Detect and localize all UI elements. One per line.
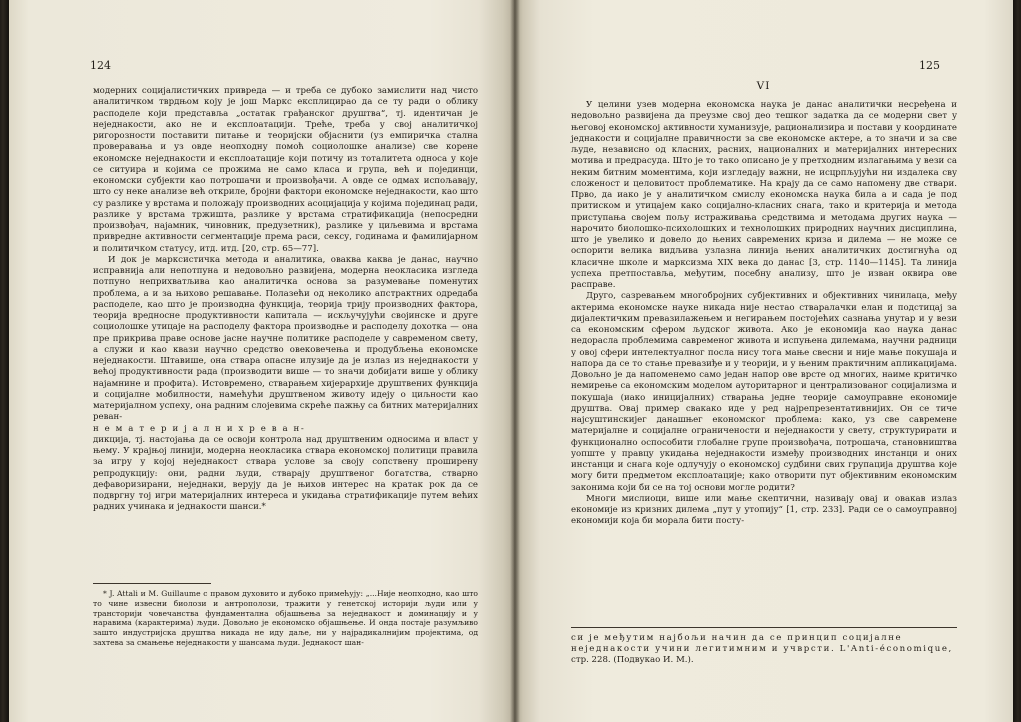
paragraph: Друго, сазревањем многобројних субјективних и објективних чинилаца, међу актерима економске науке никада није нестао стваралачки елан и подстицај за дијалектичким превазилажењем и негирањем постојећих сазнања унутар и у вези са економским сфером људског живота. Ако је економија као наука данас недорасла проблемима савременог живота и испуњена дилемама, научни радници у овој сфери интелектуалног посла нису тога мање свесни и није мање покушаја и напора да се то стање превазиђе и у теорији, и у њеним практичним апликацијама. Довољно је да напоменемо само један напор ове врсте од многих, наиме критичко немирење са економским моделом ауторитарног и централизованог социјализма и покушаја (иако иницијалних) стварања једне теорије самоуправне економије друштва. Овај пример свакако иде у ред најрепрезентативнијих. Он се тиче најсуштинскијег данашњег економског проблема: како, уз све савремене материјалне и социјалне ограничености и неједнакости у свету, структурирати и функционално оспособити глобалне групе произвођача, потрошача, становништва уопште у правцу укидања неједнакости између производних инстанци и оних инстанци и снага које одлучују о економској судбини свих групација друштва које могу бити предметом експлоатације; како отворити пут објективним економским законима који би се на тој основи могле родити? — [571, 291, 957, 493]
left-page — [9, 0, 514, 722]
footnote-text: * J. Attali и M. Guillaume с правом духовито и дубоко примећују: „...Није неопходно, као што то чине извесни биолози и антрополози, тражити у генетској историји људи или у трансторији човечанства фундаментална објашњења за неједнакост и доминацију и у наравима (карактерима) људи. Довољно је економско објашњење. И онда постаје разумљиво зашто индустријска друштва никада не иду даље, ни у најрадикалнијим пројектима, од захтева за смањење неједнакости у шансама људи. Једнакост шан- — [93, 589, 478, 647]
paragraph: У целини узев модерна економска наука је данас аналитички несређена и недовољно развијена да преузме свој део тешког задатка да се модерни свет у његовој економској активности хуманизује, рационализира и постави у координате једнакости и социјалне правичности за све економске актере, а то значи и за све људе, независно од класних, расних, националних и материјалних интересних мотива и предрасуда. Што је то тако описано је у претходним излагањима у вези са неким битним моментима, који изгледају важни, не исцрпљујући ни издалека сву сложеност и целовитост проблематике. На крају да се само напомену две ствари. Прво, да иако је у аналитичком смислу економска наука била а и сада је под притиском и утицајем како социјално-класних снага, тако и критерија и метода приступања својем пољу истраживања средствима и методама других наука — нарочито биолошко-психолошких и технолошких природних научних дисциплина, што је увелико и довело до њених савремених криза и дилема — не може се оспорити велика видљива узлазна линија њених аналитичких достигнућа од класичне школе и марксизма XIX века до данас [3, стр. 1140—1145]. Та линија успеха претпоставља, међутим, посебну анализу, што је изван оквира ове расправе. — [571, 100, 957, 290]
body-text — [571, 100, 957, 528]
footnote-text: неједнакости учини легитимним и учврсти. L'Anti-économique, — [571, 644, 953, 655]
paragraph: Многи мислиоци, више или мање скептични, називају овај и овакав излаз економије из кризних дилема „пут у утопију“ [1, стр. 233]. Ради се о самоуправној економији која би морала бити посту- — [571, 493, 957, 527]
body-text — [93, 86, 478, 514]
page-number: 125 — [919, 59, 940, 72]
right-page — [514, 0, 1013, 722]
page-number: 124 — [90, 59, 111, 72]
paragraph: модерних социјалистичких привреда — и треба се дубоко замислити над чисто аналитичком тврдњом коју је још Маркс експлицирао да се ту ради о облику расподеле који представља „остатак грађанског друштва“, тј. идентичан је неједнакости, ако не и експлоатацији. Треће, треба у свој аналитичкој ригорозности поставити питање и теоријски објаснити (уз емпиричка стална проверавања и уз овде неопходну помоћ социолошке анализе) све корене економске неједнакости и експлоатације који потичу из тоталитета односа у које се ситуира и којима се прожима не само класа и група, већ и појединци, економски субјекти као потрошачи и произвођачи. А овде се одмах испољавају, што су неке анализе већ откриле, бројни фактори економске неједнакости, као што су разлике у врстама и положају производних асоцијација у којима појединац ради, разлике у врстама тржишта, разлике у врстама стратификација (непосредни произвођач, најамник, чиновник, предузетник), разлике у циљевима и врстама привредне активности сегментације према раси, сексу, годинама и фамилијарном и политичком статусу, итд. итд. [20, стр. 65—77]. — [93, 86, 479, 254]
footnote-text: стр. 228. (Подвукао И. М.). — [571, 655, 694, 666]
footnote-rule — [571, 627, 957, 628]
footnote — [571, 633, 957, 667]
footnote — [93, 589, 478, 648]
paragraph: дикција, тј. настојања да се освоји контрола над друштвеним односима и власт у њему. У крајњој линији, модерна неокласика ствара економској политици правила за игру у којој неједнакост ствара услове за своју сопствену проширену репродукцију: они, радни људи, стварају друштвеног богатства, стварно дефаворизирани, неједнаки, верују да је њихов интерес на кратак рок да се подвргну тој игри материјалних интереса и укидања стратификације путем већих радних учинака и једнакости шанси.* — [93, 434, 478, 513]
book-gutter — [510, 0, 520, 722]
spaced-text: н е м а т е р и ј а л н и х р е в а н- — [93, 423, 306, 434]
paragraph: И док је марксистичка метода и аналитика, оваква каква је данас, научно исправнија али непотпуна и недовољно развијена, модерна неокласика изгледа потпуно неприхватљива као аналитичка основа за разумевање поменутих проблема, а и за њихово решавање. Полазећи од неколико апстрактних одредаба расподеле, као што је производна функција, теорија трију производних фактора, теорија вредносне продуктивности капитала — искључујући својинске и друге социолошке утицаје на расподелу фактора производње и расподелу дохотка — она пре прикрива праве основе јасне научне политике расподеле у савременом свету, а служи и као квази научно средство овековечења и продубљења економске неједнакости. Штавише, она ствара опасне илузије да је излаз из неједнакости у већој продуктивности рада (производити више — то значи добијати више у облику најамнине и профита). Истовремено, стварањем хијерархије друштвених функција и социјалне мобилности, намећући друштвеном животу идеју о циљности као материјалном успеху, она радним слојевима скреће пажњу са битних материјалних реван- — [93, 254, 478, 423]
footnote-rule — [93, 583, 211, 584]
footnote-text: си је међутим најбољи начин да се принцип социјалне — [571, 633, 903, 643]
section-heading: VI — [756, 80, 771, 92]
